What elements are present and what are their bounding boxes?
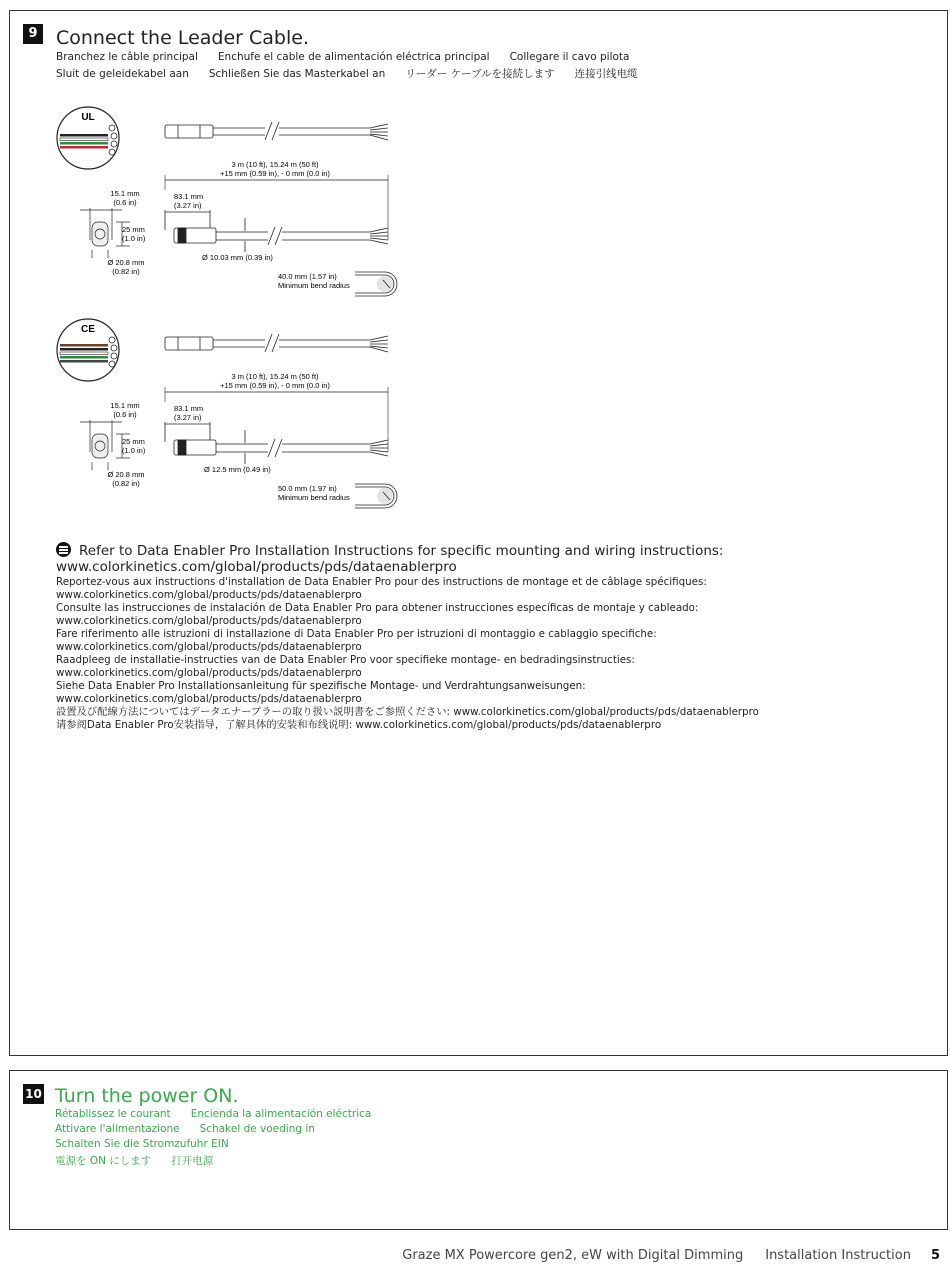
- subtitle-nl: Sluit de geleidekabel aan: [56, 68, 189, 80]
- ce-cable-diagram: [50, 312, 410, 517]
- subtitle-es: Enchufe el cable de alimentación eléctrica principal: [217, 51, 490, 63]
- step-subtitles-row-2: [55, 1123, 335, 1135]
- note-icon: [56, 542, 71, 557]
- note-heading: [56, 542, 723, 559]
- ul-bend-radius-1: 40.0 mm (1.57 in): [278, 272, 337, 281]
- note-line: www.colorkinetics.com/global/products/pds/dataenablerpro: [56, 641, 362, 653]
- step-subtitles-row-1: [55, 1108, 391, 1120]
- step-subtitles-row-3: [55, 1138, 249, 1150]
- ul-conn-dia-1: Ø 20.8 mm: [107, 258, 145, 267]
- note-line: www.colorkinetics.com/global/products/pds/dataenablerpro: [56, 615, 362, 627]
- footer-doc-type: Installation Instruction: [765, 1248, 911, 1263]
- ce-conn-width-2: (0.6 in): [113, 410, 137, 419]
- step-number: 9: [23, 24, 43, 44]
- subtitle-es: Encienda la alimentación eléctrica: [190, 1108, 372, 1120]
- ce-conn-len-1: 83.1 mm: [174, 404, 204, 413]
- ul-conn-width-1: 15.1 mm: [110, 189, 140, 198]
- subtitle-fr: Branchez le câble principal: [56, 51, 198, 63]
- subtitle-de: Schließen Sie das Masterkabel an: [208, 68, 386, 80]
- subtitle-it: Attivare l'alimentazione: [55, 1123, 180, 1135]
- ce-bend-radius-1: 50.0 mm (1.97 in): [278, 484, 337, 493]
- subtitle-fr: Rétablissez le courant: [55, 1108, 171, 1120]
- ce-conn-height-2: (1.0 in): [122, 446, 146, 455]
- step-title: Turn the power ON.: [55, 1085, 239, 1107]
- ce-bend-radius-icon: [355, 484, 397, 508]
- ul-bend-radius-icon: [355, 272, 397, 296]
- note-line: 設置及び配線方法についてはデータエナーブラーの取り扱い説明書をご参照ください: www.colorkinetics.com/global/products/pds/dataenablerpro: [56, 706, 759, 718]
- ce-cable-side: [165, 422, 388, 464]
- ul-conn-height-2: (1.0 in): [122, 234, 146, 243]
- step-title: Connect the Leader Cable.: [56, 27, 309, 49]
- note-line: Consulte las instrucciones de instalación de Data Enabler Pro para obtener instrucciones específicas de montaje y cableado:: [56, 602, 699, 614]
- note-line: 请参阅Data Enabler Pro安装指导，了解具体的安装和布线说明: www.colorkinetics.com/global/products/pds/dataenablerpro: [56, 719, 662, 731]
- note-line: Fare riferimento alle istruzioni di installazione di Data Enabler Pro per istruzioni di montaggio e cablaggio specifiche:: [56, 628, 657, 640]
- subtitle-it: Collegare il cavo pilota: [509, 51, 630, 63]
- step-subtitles-row-4: [55, 1153, 233, 1168]
- page-footer: [380, 1248, 940, 1263]
- ul-conn-len-2: (3.27 in): [174, 201, 202, 210]
- ce-conn-height-1: 25 mm: [122, 437, 145, 446]
- ul-length-label-2: +15 mm (0.59 in), - 0 mm (0.0 in): [220, 169, 330, 178]
- note-line: www.colorkinetics.com/global/products/pds/dataenablerpro: [56, 693, 362, 705]
- page-number: 5: [930, 1248, 940, 1263]
- ce-wire-badge: [57, 319, 119, 381]
- note-line: Raadpleeg de installatie-instructies van de Data Enabler Pro voor specifieke montage- en bedradingsinstructies:: [56, 654, 635, 666]
- subtitle-zh: 打开电源: [171, 1155, 214, 1167]
- ul-cable-diameter: Ø 10.03 mm (0.39 in): [202, 253, 273, 262]
- ul-wire-badge: [57, 107, 119, 169]
- note-translations: [56, 576, 936, 732]
- ce-length-label-1: 3 m (10 ft), 15.24 m (50 ft): [231, 372, 319, 381]
- footer-product: Graze MX Powercore gen2, eW with Digital Dimming: [402, 1248, 744, 1263]
- subtitle-zh: 连接引线电缆: [574, 68, 638, 80]
- step-subtitles-row-2: [56, 66, 658, 81]
- ul-bend-radius-2: Minimum bend radius: [278, 281, 350, 290]
- subtitle-nl: Schakel de voeding in: [199, 1123, 315, 1135]
- ul-conn-width-2: (0.6 in): [113, 198, 137, 207]
- ce-cable-diameter: Ø 12.5 mm (0.49 in): [204, 465, 271, 474]
- note-line: www.colorkinetics.com/global/products/pds/dataenablerpro: [56, 589, 362, 601]
- ce-conn-width-1: 15.1 mm: [110, 401, 140, 410]
- ul-conn-height-1: 25 mm: [122, 225, 145, 234]
- ul-length-label-1: 3 m (10 ft), 15.24 m (50 ft): [231, 160, 319, 169]
- step-subtitles-row-1: [56, 51, 649, 63]
- ul-cable-side: [165, 210, 388, 252]
- ce-bend-radius-2: Minimum bend radius: [278, 493, 350, 502]
- ce-cable-top: [165, 334, 388, 352]
- ce-conn-dia-1: Ø 20.8 mm: [107, 470, 145, 479]
- ul-badge-label: UL: [81, 112, 95, 123]
- ul-cable-top: [165, 122, 388, 140]
- ce-conn-dia-2: (0.82 in): [112, 479, 140, 488]
- note-line: www.colorkinetics.com/global/products/pds/dataenablerpro: [56, 667, 362, 679]
- note-url: www.colorkinetics.com/global/products/pds/dataenablerpro: [56, 559, 457, 575]
- subtitle-ja: リーダー ケーブルを接続します: [405, 68, 555, 80]
- note-title-text: Refer to Data Enabler Pro Installation Instructions for specific mounting and wiring instructions:: [79, 543, 724, 559]
- subtitle-ja: 電源を ON にします: [55, 1155, 152, 1167]
- ul-cable-diagram: [50, 100, 410, 305]
- note-line: Siehe Data Enabler Pro Installationsanleitung für spezifische Montage- und Verdrahtungsanweisungen:: [56, 680, 586, 692]
- note-line: Reportez-vous aux instructions d'installation de Data Enabler Pro pour des instructions de montage et de câblage spécifiques:: [56, 576, 707, 588]
- ce-badge-label: CE: [81, 324, 95, 335]
- ce-length-label-2: +15 mm (0.59 in), - 0 mm (0.0 in): [220, 381, 330, 390]
- ul-conn-dia-2: (0.82 in): [112, 267, 140, 276]
- ul-conn-len-1: 83.1 mm: [174, 192, 204, 201]
- step-number: 10: [23, 1084, 44, 1104]
- subtitle-de: Schalten Sie die Stromzufuhr EIN: [55, 1138, 229, 1150]
- ce-conn-len-2: (3.27 in): [174, 413, 202, 422]
